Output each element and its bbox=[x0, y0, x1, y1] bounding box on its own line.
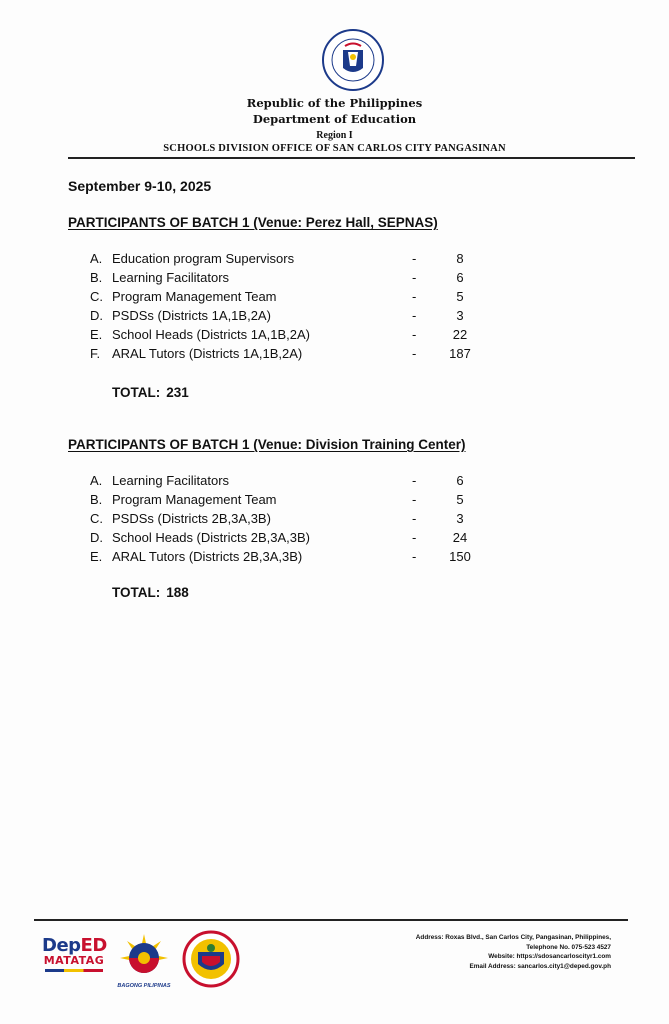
item-dash: - bbox=[412, 308, 417, 323]
event-date: September 9-10, 2025 bbox=[68, 178, 212, 194]
item-letter: D. bbox=[90, 308, 103, 323]
deped-wordmark: DepED bbox=[42, 935, 107, 956]
item-label: School Heads (Districts 2B,3A,3B) bbox=[112, 530, 310, 545]
item-letter: F. bbox=[90, 346, 101, 361]
item-letter: B. bbox=[90, 270, 103, 285]
item-count: 22 bbox=[452, 327, 468, 342]
region-line: Region I bbox=[316, 130, 353, 141]
telephone-text: Telephone No. 075-523 4527 bbox=[526, 943, 611, 951]
item-count: 187 bbox=[449, 346, 471, 361]
footer-divider bbox=[34, 919, 628, 921]
item-dash: - bbox=[412, 270, 417, 285]
list-item bbox=[90, 549, 510, 568]
item-dash: - bbox=[412, 549, 417, 564]
list-item bbox=[90, 492, 510, 511]
department-line: Department of Education bbox=[252, 112, 417, 126]
item-count: 5 bbox=[456, 289, 464, 304]
item-letter: E. bbox=[90, 327, 103, 342]
item-letter: A. bbox=[90, 473, 103, 488]
header-divider bbox=[68, 157, 635, 159]
item-label: Learning Facilitators bbox=[112, 473, 230, 488]
item-dash: - bbox=[412, 530, 417, 545]
item-count: 24 bbox=[452, 530, 468, 545]
batch1-title: PARTICIPANTS OF BATCH 1 (Venue: Perez Hall, SEPNAS) bbox=[68, 215, 438, 230]
item-dash: - bbox=[412, 473, 417, 488]
division-line: SCHOOLS DIVISION OFFICE OF SAN CARLOS CITY PANGASINAN bbox=[163, 143, 506, 154]
list-item bbox=[90, 289, 510, 308]
item-letter: D. bbox=[90, 530, 103, 545]
batch1-total bbox=[112, 385, 189, 400]
item-label: PSDSs (Districts 1A,1B,2A) bbox=[112, 308, 271, 323]
deped-matatag-logo bbox=[42, 935, 106, 990]
item-label: Program Management Team bbox=[112, 492, 277, 507]
item-count: 6 bbox=[456, 473, 464, 488]
item-dash: - bbox=[412, 251, 417, 266]
list-item bbox=[90, 530, 510, 549]
matatag-stripe bbox=[45, 969, 103, 972]
item-letter: C. bbox=[90, 511, 103, 526]
item-dash: - bbox=[412, 327, 417, 342]
list-item bbox=[90, 308, 510, 327]
list-item bbox=[90, 251, 510, 270]
total-label: TOTAL: bbox=[112, 385, 161, 400]
item-dash: - bbox=[412, 492, 417, 507]
batch2-list bbox=[90, 473, 510, 568]
item-count: 5 bbox=[456, 492, 464, 507]
item-dash: - bbox=[412, 346, 417, 361]
item-letter: E. bbox=[90, 549, 103, 564]
item-label: School Heads (Districts 1A,1B,2A) bbox=[112, 327, 310, 342]
contact-block bbox=[416, 933, 611, 971]
item-count: 3 bbox=[456, 511, 464, 526]
batch1-list bbox=[90, 251, 510, 365]
item-label: ARAL Tutors (Districts 1A,1B,2A) bbox=[112, 346, 303, 361]
total-label: TOTAL: bbox=[112, 585, 161, 600]
website-link[interactable]: Website: https://sdosancarloscityr1.com bbox=[488, 953, 611, 960]
item-count: 150 bbox=[449, 549, 471, 564]
item-letter: C. bbox=[90, 289, 103, 304]
item-label: Program Management Team bbox=[112, 289, 277, 304]
email-link[interactable]: Email Address: sancarlos.city1@deped.gov.ph bbox=[469, 962, 611, 970]
matatag-wordmark: MATATAG bbox=[43, 954, 105, 967]
address-text: Address: Roxas Blvd., San Carlos City, Pangasinan, Philippines, bbox=[415, 934, 611, 941]
item-count: 3 bbox=[456, 308, 464, 323]
republic-line: Republic of the Philippines bbox=[246, 96, 423, 110]
item-dash: - bbox=[412, 289, 417, 304]
item-label: Education program Supervisors bbox=[112, 251, 295, 266]
list-item bbox=[90, 346, 510, 365]
batch2-title: PARTICIPANTS OF BATCH 1 (Venue: Division Training Center) bbox=[68, 437, 466, 452]
list-item bbox=[90, 270, 510, 289]
batch2-total bbox=[112, 585, 189, 600]
list-item bbox=[90, 473, 510, 492]
deped-seal-icon bbox=[321, 28, 385, 92]
item-letter: A. bbox=[90, 251, 103, 266]
total-value: 231 bbox=[166, 385, 189, 400]
bagong-pilipinas-label: BAGONG PILIPINAS bbox=[117, 983, 171, 989]
item-count: 6 bbox=[456, 270, 464, 285]
total-value: 188 bbox=[166, 585, 189, 600]
item-dash: - bbox=[412, 511, 417, 526]
sdo-seal-icon bbox=[182, 930, 240, 988]
item-label: ARAL Tutors (Districts 2B,3A,3B) bbox=[112, 549, 303, 564]
item-letter: B. bbox=[90, 492, 103, 507]
item-label: PSDSs (Districts 2B,3A,3B) bbox=[112, 511, 271, 526]
item-label: Learning Facilitators bbox=[112, 270, 230, 285]
list-item bbox=[90, 327, 510, 346]
item-count: 8 bbox=[456, 251, 464, 266]
list-item bbox=[90, 511, 510, 530]
